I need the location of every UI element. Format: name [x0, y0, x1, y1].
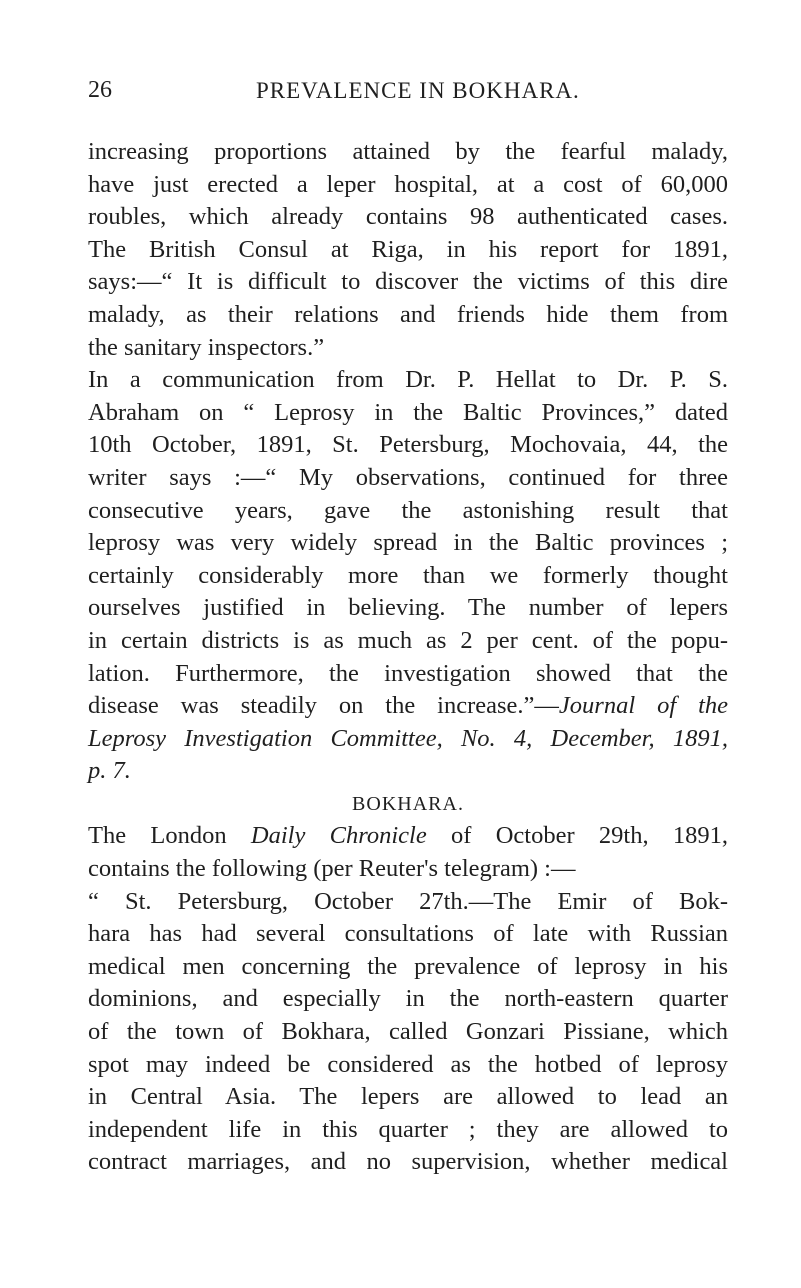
text-line: dominions, and especially in the north-eastern quarter	[88, 985, 728, 1013]
text-line: malady, as their relations and friends hide them from	[88, 300, 728, 328]
text-line: of the town of Bokhara, called Gonzari Pissiane, which	[88, 1018, 728, 1046]
text-line: ourselves justified in believing. The number of lepers	[88, 594, 728, 622]
citation-line	[88, 723, 728, 756]
text-line: 10th October, 1891, St. Petersburg, Mochovaia, 44, the	[88, 431, 728, 459]
text-line: hara has had several consultations of late with Russian	[88, 920, 728, 948]
text-line: spot may indeed be considered as the hotbed of leprosy	[88, 1050, 728, 1078]
running-title: PREVALENCE IN BOKHARA.	[256, 78, 580, 103]
text-line: certainly considerably more than we formerly thought	[88, 561, 728, 589]
text-line: consecutive years, gave the astonishing result that	[88, 496, 728, 524]
text-line: “ St. Petersburg, October 27th.—The Emir of Bok-	[88, 887, 728, 915]
text-line: says:—“ It is difficult to discover the victims of this dire	[88, 268, 728, 296]
text-line: increasing proportions attained by the fearful malady,	[88, 138, 728, 165]
section-heading: BOKHARA.	[352, 792, 464, 815]
text-line: contains the following (per Reuter's telegram) :—	[88, 855, 576, 883]
text-line: lation. Furthermore, the investigation showed that the	[88, 659, 728, 687]
text-line: independent life in this quarter ; they are allowed to	[88, 1115, 728, 1143]
text-line: In a communication from Dr. P. Hellat to Dr. P. S.	[88, 366, 728, 394]
text-line: Abraham on “ Leprosy in the Baltic Provinces,” dated	[88, 398, 728, 426]
citation-page: p. 7.	[88, 757, 131, 785]
page-number: 26	[88, 77, 112, 103]
citation-lead: disease was steadily on the increase.”—	[88, 692, 559, 720]
text-span: of October 29th, 1891,	[426, 822, 728, 850]
text-line: in Central Asia. The lepers are allowed to lead an	[88, 1083, 728, 1111]
text-line: medical men concerning the prevalence of leprosy in his	[88, 952, 728, 980]
text-line: writer says :—“ My observations, continued for three	[88, 463, 728, 491]
citation-line	[88, 755, 728, 788]
citation-italic: Journal of the	[558, 692, 728, 720]
text-line: in certain districts is as much as 2 per cent. of the popu-	[88, 626, 728, 654]
body-text	[88, 136, 728, 1179]
newspaper-title: Daily Chronicle	[250, 822, 427, 850]
text-line: roubles, which already contains 98 authenticated cases.	[88, 203, 728, 231]
text-span: The London	[88, 822, 251, 850]
text-line: the sanitary inspectors.”	[88, 333, 325, 361]
text-line: have just erected a leper hospital, at a cost of 60,000	[88, 170, 728, 198]
text-line: leprosy was very widely spread in the Baltic provinces ;	[88, 529, 728, 557]
text-line-with-citation	[88, 690, 728, 723]
text-line	[88, 820, 728, 853]
text-line: contract marriages, and no supervision, whether medical	[88, 1148, 728, 1176]
citation-italic: Leprosy Investigation Committee, No. 4, December, 1891,	[88, 724, 728, 752]
text-line: The British Consul at Riga, in his report for 1891,	[88, 235, 728, 263]
